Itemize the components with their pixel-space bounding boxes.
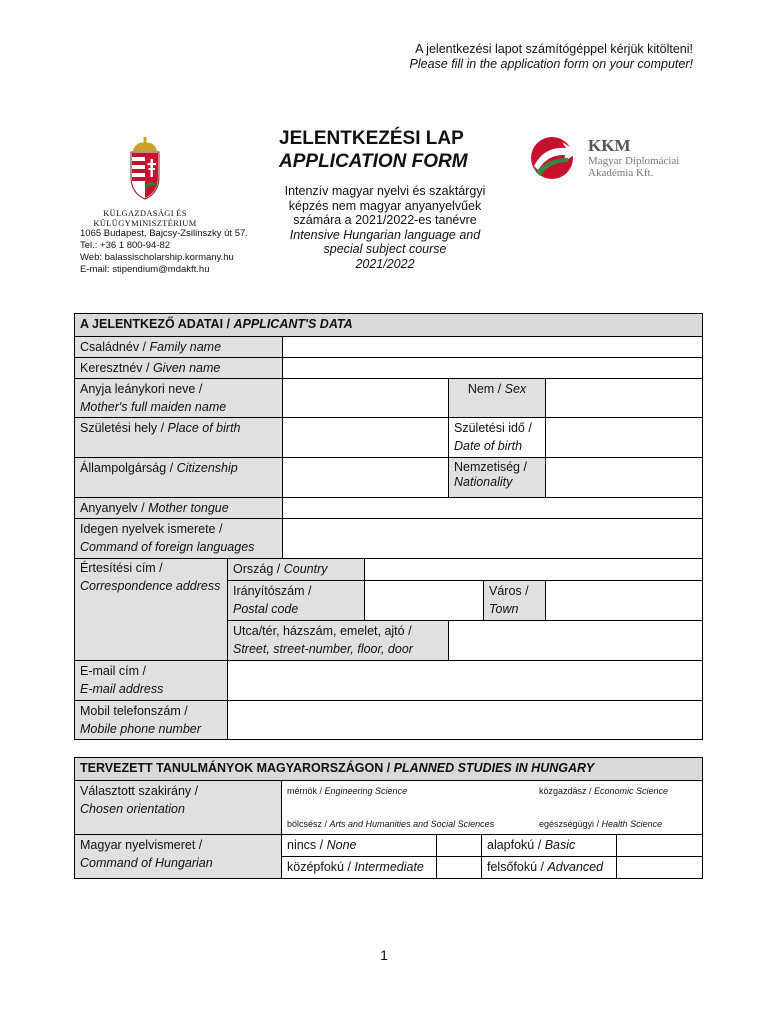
label-en: Date of birth — [454, 438, 523, 453]
label-en: Mother tongue — [148, 501, 229, 515]
level-none-label — [282, 835, 437, 857]
label-en: Nationality — [454, 475, 513, 489]
date-of-birth-label — [449, 418, 546, 458]
level-basic-label — [482, 835, 617, 857]
subtitle-en-line: special subject course — [323, 242, 447, 256]
option-humanities[interactable] — [287, 819, 494, 830]
label-en: Given name — [152, 361, 221, 375]
fill-notice-hu: A jelentkezési lapot számítógéppel kérjük kitölteni! — [415, 42, 693, 56]
label-en: Family name — [149, 340, 222, 354]
label-hu: Idegen nyelvek ismerete / — [80, 522, 223, 536]
label-hu: Választott szakirány / — [80, 784, 199, 798]
citizenship-label — [75, 458, 283, 498]
foreign-languages-label — [75, 519, 283, 559]
label-en: Mobile phone number — [80, 721, 201, 736]
option-hu: bölcsész / — [287, 819, 330, 829]
label-hu: Mobil telefonszám / — [80, 704, 188, 718]
subtitle-hu-line: képzés nem magyar anyanyelvűek — [288, 198, 482, 213]
postal-code-field[interactable] — [365, 581, 484, 621]
form-title-hu: JELENTKEZÉSI LAP — [279, 128, 464, 149]
town-field[interactable] — [546, 581, 703, 621]
option-economics[interactable] — [539, 786, 668, 797]
family-name-label — [75, 337, 283, 358]
mobile-phone-label — [75, 701, 228, 740]
label-en: None — [326, 838, 357, 852]
level-advanced-label — [482, 857, 617, 879]
course-subtitle — [280, 184, 490, 271]
hungarian-level-label — [75, 835, 282, 879]
label-hu: Keresztnév / — [80, 361, 153, 375]
contact-info — [80, 228, 248, 276]
label-en: E-mail address — [80, 681, 164, 696]
form-title — [279, 127, 468, 173]
label-hu: Utca/tér, házszám, emelet, ajtó / — [233, 624, 412, 638]
option-en: Arts and Humanities and Social Sciences — [329, 819, 495, 829]
ministry-name-line2: KÜLÜGYMINISZTÉRIUM — [93, 218, 197, 228]
header-hu: A JELENTKEZŐ ADATAI / — [80, 317, 234, 331]
label-hu: Város / — [489, 584, 529, 598]
label-en: Correspondence address — [80, 579, 221, 593]
label-en: Advanced — [547, 860, 604, 874]
nationality-field[interactable] — [546, 458, 703, 498]
kkm-arrow-logo-icon — [528, 136, 580, 180]
postal-code-label — [228, 581, 365, 621]
mother-name-field[interactable] — [283, 379, 449, 418]
label-en: Command of foreign languages — [80, 539, 255, 554]
sex-label — [449, 379, 546, 418]
label-en: Sex — [504, 382, 527, 396]
kkm-abbr: KKM — [588, 136, 631, 155]
given-name-field[interactable] — [283, 358, 703, 379]
orientation-label — [75, 781, 282, 835]
kkm-name-line2: Akadémia Kft. — [588, 167, 654, 179]
label-hu: Családnév / — [80, 340, 150, 354]
level-advanced-checkbox[interactable] — [617, 857, 703, 879]
level-none-checkbox[interactable] — [437, 835, 482, 857]
place-of-birth-label — [75, 418, 283, 458]
mobile-phone-field[interactable] — [228, 701, 703, 740]
label-en: Command of Hungarian — [80, 855, 213, 870]
country-field[interactable] — [365, 559, 703, 581]
mother-name-label — [75, 379, 283, 418]
subtitle-en-line: 2021/2022 — [355, 256, 415, 271]
family-name-field[interactable] — [283, 337, 703, 358]
label-hu: nincs / — [287, 838, 327, 852]
label-hu: E-mail cím / — [80, 664, 146, 678]
label-hu: Nemzetiség / — [454, 460, 527, 474]
label-en: Place of birth — [167, 421, 241, 435]
ministry-crest — [90, 137, 200, 228]
nationality-label — [449, 458, 546, 498]
label-en: Intermediate — [354, 860, 424, 874]
label-en: Mother's full maiden name — [80, 399, 227, 414]
label-hu: Magyar nyelvismeret / — [80, 838, 203, 852]
label-en: Citizenship — [176, 461, 238, 475]
applicant-section-header — [75, 314, 703, 337]
label-hu: Állampolgárság / — [80, 461, 177, 475]
label-hu: Születési idő / — [454, 421, 532, 435]
kkm-logo — [528, 136, 708, 186]
label-hu: középfokú / — [287, 860, 355, 874]
foreign-languages-field[interactable] — [283, 519, 703, 559]
subtitle-en-line: Intensive Hungarian language and — [289, 227, 481, 242]
option-health[interactable] — [539, 819, 662, 830]
header-en: PLANNED STUDIES IN HUNGARY — [393, 761, 595, 775]
kkm-name-line1: Magyar Diplomáciai — [588, 155, 680, 167]
email-label — [75, 661, 228, 701]
label-en: Town — [489, 601, 519, 616]
citizenship-field[interactable] — [283, 458, 449, 498]
header-hu: TERVEZETT TANULMÁNYOK MAGYARORSZÁGON / — [80, 761, 394, 775]
date-of-birth-field[interactable] — [546, 418, 703, 458]
option-hu: mérnök / — [287, 786, 325, 796]
label-hu: Ország / — [233, 562, 284, 576]
contact-address: 1065 Budapest, Bajcsy-Zsilinszky út 57. — [80, 228, 248, 239]
street-label — [228, 621, 449, 661]
option-hu: egészségügyi / — [539, 819, 602, 829]
option-engineering[interactable] — [287, 786, 407, 797]
label-hu: Anyanyelv / — [80, 501, 149, 515]
fill-notice — [410, 42, 693, 72]
label-hu: Értesítési cím / — [80, 561, 163, 575]
level-intermediate-label — [282, 857, 437, 879]
option-en: Economic Science — [594, 786, 669, 796]
place-of-birth-field[interactable] — [283, 418, 449, 458]
label-hu: Születési hely / — [80, 421, 168, 435]
label-en: Basic — [544, 838, 576, 852]
country-label — [228, 559, 365, 581]
correspondence-address-label — [75, 559, 228, 661]
label-en: Chosen orientation — [80, 801, 185, 816]
label-en: Street, street-number, floor, door — [233, 641, 413, 656]
applicant-data-table — [74, 313, 703, 740]
option-hu: közgazdász / — [539, 786, 595, 796]
form-title-en: APPLICATION FORM — [279, 151, 468, 172]
level-intermediate-checkbox[interactable] — [437, 857, 482, 879]
email-field[interactable] — [228, 661, 703, 701]
orientation-options — [282, 781, 703, 835]
level-basic-checkbox[interactable] — [617, 835, 703, 857]
label-hu: Anyja leánykori neve / — [80, 382, 203, 396]
planned-studies-table — [74, 757, 703, 879]
label-hu: alapfokú / — [487, 838, 545, 852]
label-hu: felsőfokú / — [487, 860, 548, 874]
mother-tongue-field[interactable] — [283, 498, 703, 519]
sex-field[interactable] — [546, 379, 703, 418]
fill-notice-en: Please fill in the application form on your computer! — [409, 57, 693, 71]
mother-tongue-label — [75, 498, 283, 519]
label-en: Postal code — [233, 601, 299, 616]
ministry-name-line1: KÜLGAZDASÁGI ÉS — [103, 208, 187, 218]
street-field[interactable] — [449, 621, 703, 661]
label-hu: Nem / — [467, 382, 505, 396]
label-hu: Irányítószám / — [233, 584, 312, 598]
option-en: Health Science — [601, 819, 663, 829]
subtitle-hu-line: Intenzív magyar nyelvi és szaktárgyi — [284, 184, 486, 198]
contact-web: Web: balassischolarship.kormany.hu — [80, 252, 234, 263]
hungarian-coat-of-arms-icon — [128, 137, 162, 201]
page-number: 1 — [380, 947, 388, 963]
given-name-label — [75, 358, 283, 379]
label-en: Country — [283, 562, 328, 576]
option-en: Engineering Science — [324, 786, 408, 796]
subtitle-hu-line: számára a 2021/2022-es tanévre — [293, 213, 477, 227]
studies-section-header — [75, 758, 703, 781]
header-en: APPLICANT'S DATA — [233, 317, 353, 331]
contact-email: E-mail: stipendium@mdakft.hu — [80, 264, 210, 275]
contact-tel: Tel.: +36 1 800-94-82 — [80, 240, 171, 251]
town-label — [484, 581, 546, 621]
